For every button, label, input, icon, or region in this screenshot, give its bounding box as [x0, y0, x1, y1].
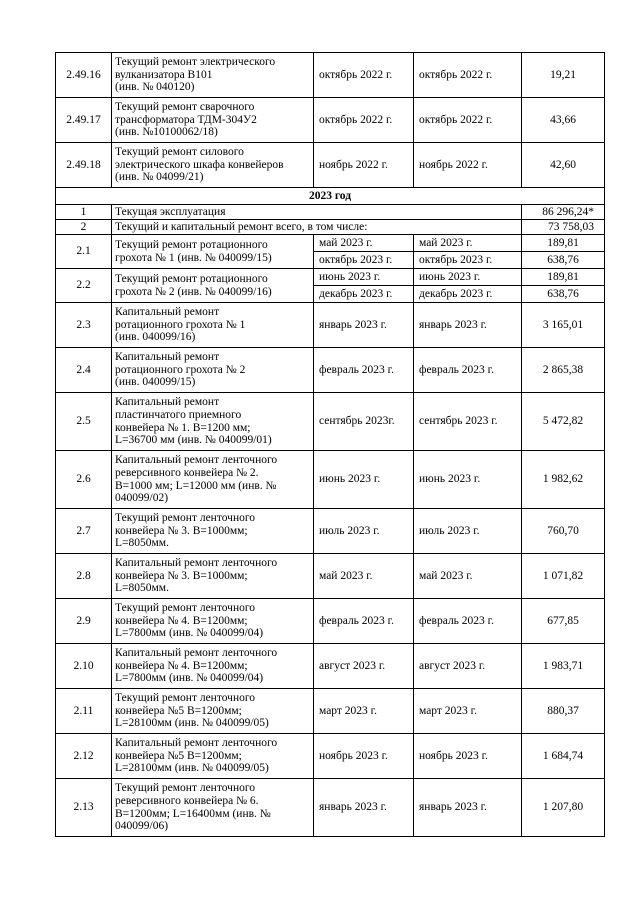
end-date: ноябрь 2022 г. — [414, 143, 522, 188]
cost-value: 19,21 — [522, 53, 605, 98]
start-date: март 2023 г. — [314, 689, 414, 734]
row-number: 2.4 — [56, 348, 112, 393]
row-number: 2.12 — [56, 734, 112, 779]
repair-schedule-table — [55, 52, 605, 837]
cost-value: 3 165,01 — [522, 303, 605, 348]
cost-value: 1 982,62 — [522, 451, 605, 509]
cost-value: 638,76 — [522, 252, 605, 269]
start-date: декабрь 2023 г. — [314, 286, 414, 303]
table-row — [56, 599, 605, 644]
cost-value: 880,37 — [522, 689, 605, 734]
row-description: Капитальный ремонт пластинчатого приемного конвейера № 1. B=1200 мм; L=36700 мм (инв. № 040099/01) — [112, 393, 314, 451]
cost-value: 1 983,71 — [522, 644, 605, 689]
end-date: октябрь 2023 г. — [414, 252, 522, 269]
cost-value: 1 071,82 — [522, 554, 605, 599]
table-row — [56, 393, 605, 451]
end-date: январь 2023 г. — [414, 779, 522, 837]
end-date: октябрь 2022 г. — [414, 53, 522, 98]
row-number: 2.49.17 — [56, 98, 112, 143]
row-description: Текущая эксплуатация — [112, 205, 522, 220]
start-date: июль 2023 г. — [314, 509, 414, 554]
row-number: 2.13 — [56, 779, 112, 837]
row-number: 2.2 — [56, 269, 112, 303]
repair-schedule-sheet — [55, 52, 605, 837]
end-date: декабрь 2023 г. — [414, 286, 522, 303]
cost-value: 1 207,80 — [522, 779, 605, 837]
table-row — [56, 689, 605, 734]
end-date: июль 2023 г. — [414, 509, 522, 554]
row-description: Капитальный ремонт ротационного грохота № 1 (инв. 040099/16) — [112, 303, 314, 348]
row-number: 2.8 — [56, 554, 112, 599]
table-row — [56, 554, 605, 599]
table-row — [56, 451, 605, 509]
table-row — [56, 348, 605, 393]
cost-value: 1 684,74 — [522, 734, 605, 779]
end-date: октябрь 2022 г. — [414, 98, 522, 143]
start-date: июнь 2023 г. — [314, 269, 414, 286]
start-date: ноябрь 2023 г. — [314, 734, 414, 779]
start-date: февраль 2023 г. — [314, 348, 414, 393]
row-description: Текущий ремонт ленточного реверсивного конвейера № 6. B=1200мм; L=16400мм (инв. № 040099/06) — [112, 779, 314, 837]
start-date: август 2023 г. — [314, 644, 414, 689]
row-number: 2.6 — [56, 451, 112, 509]
cost-value: 42,60 — [522, 143, 605, 188]
start-date: октябрь 2023 г. — [314, 252, 414, 269]
row-description: Текущий ремонт силового электрического шкафа конвейеров (инв. № 04099/21) — [112, 143, 314, 188]
end-date: июнь 2023 г. — [414, 451, 522, 509]
start-date: май 2023 г. — [314, 235, 414, 252]
end-date: февраль 2023 г. — [414, 348, 522, 393]
row-description: Капитальный ремонт ленточного конвейера № 3. B=1000мм; L=8050мм. — [112, 554, 314, 599]
row-number: 1 — [56, 205, 112, 220]
table-row — [56, 779, 605, 837]
end-date: август 2023 г. — [414, 644, 522, 689]
start-date: сентябрь 2023г. — [314, 393, 414, 451]
table-row — [56, 303, 605, 348]
row-number: 2.5 — [56, 393, 112, 451]
row-description: Капитальный ремонт ленточного конвейера № 4. B=1200мм; L=7800мм (инв. № 040099/04) — [112, 644, 314, 689]
start-date: февраль 2023 г. — [314, 599, 414, 644]
end-date: январь 2023 г. — [414, 303, 522, 348]
row-description: Капитальный ремонт ленточного конвейера №5 B=1200мм; L=28100мм (инв. № 040099/05) — [112, 734, 314, 779]
cost-value: 760,70 — [522, 509, 605, 554]
row-number: 2.9 — [56, 599, 112, 644]
cost-value: 86 296,24* — [522, 205, 605, 220]
cost-value: 189,81 — [522, 235, 605, 252]
start-date: январь 2023 г. — [314, 303, 414, 348]
table-row — [56, 98, 605, 143]
end-date: март 2023 г. — [414, 689, 522, 734]
row-description: Текущий ремонт ленточного конвейера № 4. B=1200мм; L=7800мм (инв. № 040099/04) — [112, 599, 314, 644]
row-number: 2 — [56, 220, 112, 235]
table-row — [56, 269, 605, 286]
table-row — [56, 143, 605, 188]
start-date: май 2023 г. — [314, 554, 414, 599]
cost-value: 73 758,03 — [522, 220, 605, 235]
cost-value: 189,81 — [522, 269, 605, 286]
row-description: Текущий ремонт ротационного грохота № 1 (инв. № 040099/15) — [112, 235, 314, 269]
table-row — [56, 220, 605, 235]
cost-value: 5 472,82 — [522, 393, 605, 451]
start-date: ноябрь 2022 г. — [314, 143, 414, 188]
row-number: 2.3 — [56, 303, 112, 348]
end-date: ноябрь 2023 г. — [414, 734, 522, 779]
cost-value: 677,85 — [522, 599, 605, 644]
cost-value: 43,66 — [522, 98, 605, 143]
table-row — [56, 53, 605, 98]
row-description: Текущий ремонт ленточного конвейера №5 B=1200мм; L=28100мм (инв. № 040099/05) — [112, 689, 314, 734]
table-row — [56, 734, 605, 779]
end-date: июнь 2023 г. — [414, 269, 522, 286]
year-header: 2023 год — [56, 188, 605, 205]
row-description: Текущий ремонт сварочного трансформатора ТДМ-304У2 (инв. №10100062/18) — [112, 98, 314, 143]
end-date: май 2023 г. — [414, 554, 522, 599]
row-number: 2.49.18 — [56, 143, 112, 188]
start-date: январь 2023 г. — [314, 779, 414, 837]
cost-value: 638,76 — [522, 286, 605, 303]
row-description: Капитальный ремонт ротационного грохота № 2 (инв. 040099/15) — [112, 348, 314, 393]
start-date: июнь 2023 г. — [314, 451, 414, 509]
year-header-row — [56, 188, 605, 205]
row-description: Текущий ремонт ленточного конвейера № 3. B=1000мм; L=8050мм. — [112, 509, 314, 554]
start-date: октябрь 2022 г. — [314, 98, 414, 143]
table-row — [56, 644, 605, 689]
row-number: 2.7 — [56, 509, 112, 554]
row-description: Текущий ремонт ротационного грохота № 2 (инв. № 040099/16) — [112, 269, 314, 303]
row-description: Текущий и капитальный ремонт всего, в том числе: — [112, 220, 522, 235]
table-row — [56, 509, 605, 554]
row-number: 2.49.16 — [56, 53, 112, 98]
row-description: Текущий ремонт электрического вулканизатора В101 (инв. № 040120) — [112, 53, 314, 98]
row-number: 2.11 — [56, 689, 112, 734]
end-date: февраль 2023 г. — [414, 599, 522, 644]
end-date: сентябрь 2023 г. — [414, 393, 522, 451]
table-row — [56, 235, 605, 252]
end-date: май 2023 г. — [414, 235, 522, 252]
cost-value: 2 865,38 — [522, 348, 605, 393]
row-number: 2.10 — [56, 644, 112, 689]
row-description: Капитальный ремонт ленточного реверсивного конвейера № 2. B=1000 мм; L=12000 мм (инв. № 040099/02) — [112, 451, 314, 509]
table-row — [56, 205, 605, 220]
start-date: октябрь 2022 г. — [314, 53, 414, 98]
row-number: 2.1 — [56, 235, 112, 269]
